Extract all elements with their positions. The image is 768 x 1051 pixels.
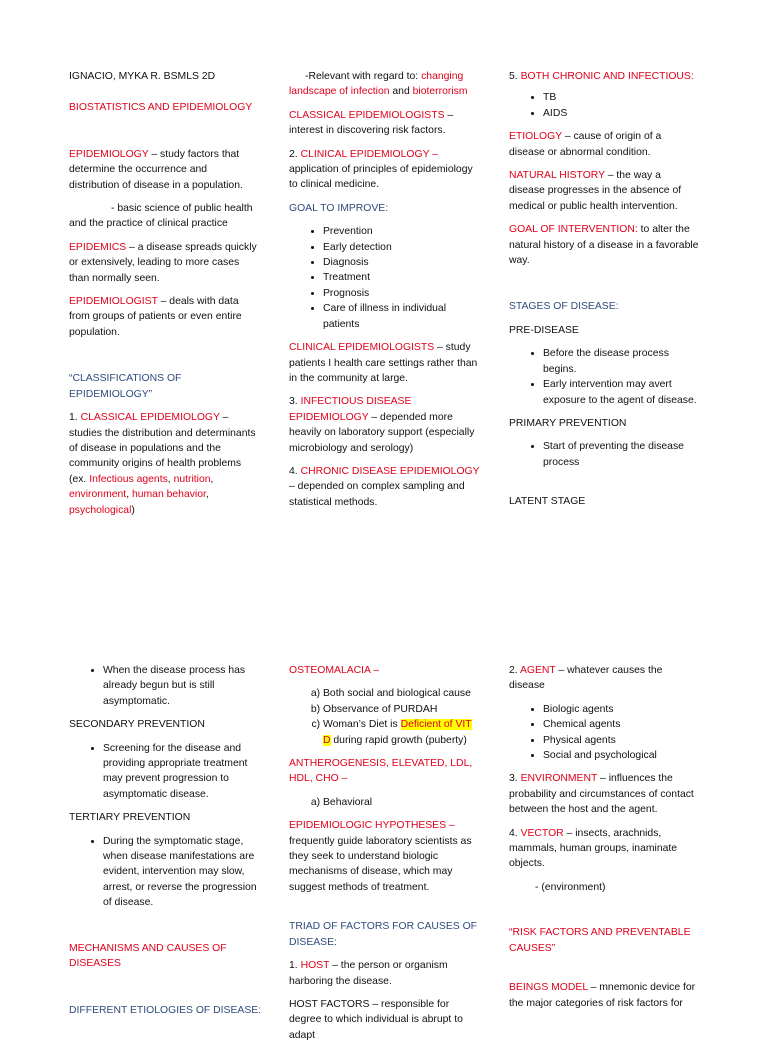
list-item: • When the disease process has already begun but is still asymptomatic. [103,663,264,709]
list-item: • Care of illness in individual patients [323,301,481,332]
list-item: a. Both social and biological cause [323,686,481,701]
osteomalacia-list [289,686,481,748]
definition-chronic-disease [289,464,481,510]
list-item: • Social and psychological [543,748,699,763]
bottom-column-3 [509,663,699,1019]
list-item: • Early intervention may avert exposure to the agent of disease. [543,377,699,408]
term: AGENT [519,665,556,676]
top-column-1 [69,69,257,526]
definition-epidemiologist [69,294,257,340]
primary-prevention-heading: PRIMARY PREVENTION [509,417,627,429]
list-item: • Biologic agents [543,702,699,717]
definition: – deals with data from groups of patients or even entire population. [69,296,242,338]
term: EPIDEMIOLOGIST [69,296,158,308]
emphasis: changing landscape of infection [289,71,464,98]
item-number: 3. [509,773,521,785]
definition-classical-epidemiology: 1. CLASSICAL EPIDEMIOLOGY – studies the distribution and determinants of disease in populations and the community origins of health problems (ex. Infectious agents, nutrition, environment, human behavior, psychological) [69,412,256,516]
definition: – responsible for degree to which individual is abrupt to adapt [289,998,463,1041]
definition: – the way a disease progresses in the absence of medical or public health intervention. [509,170,682,212]
pre-disease-list [509,346,699,408]
bottom-column-1 [69,663,264,1026]
term: EPIDEMIOLOGY [69,148,149,160]
term: CLINICAL EPIDEMIOLOGISTS [289,342,435,354]
definition: – depended on complex sampling and statistical methods. [289,481,465,508]
section-heading: BIOSTATISTICS AND EPIDEMIOLOGY [69,102,253,114]
definition-host [289,958,481,989]
example: environment [69,489,127,501]
both-list [509,90,699,121]
classifications-heading: “CLASSIFICATIONS OF EPIDEMIOLOGY” [69,373,182,400]
agent-list [509,702,699,764]
list-item: • Chemical agents [543,717,699,732]
definition: – the person or organism harboring the disease. [289,960,448,987]
definition: frequently guide laboratory scientists as they seek to understand biologic mechanisms of disease, which may suggest methods of treatment. [289,835,472,893]
list-item: b. Observance of PURDAH [323,702,481,717]
text: -Relevant with regard to: [305,71,422,82]
definition: application of principles of epidemiology to clinical medicine. [289,164,473,191]
risk-factors-heading: “RISK FACTORS AND PREVENTABLE CAUSES” [509,927,691,954]
item-number: 5. [509,71,521,82]
list-item: • Treatment [323,270,481,285]
tertiary-prevention-list [69,834,264,911]
item-number: 2. [289,148,301,160]
etiologies-heading: DIFFERENT ETIOLOGIES OF DISEASE: [69,1004,262,1016]
triad-heading: TRIAD OF FACTORS FOR CAUSES OF DISEASE: [289,921,478,948]
bottom-column-2 [289,663,481,1051]
definition: – mnemonic device for the major categories of risk factors for [509,982,696,1009]
example: Infectious agents [89,473,168,485]
term: CHRONIC DISEASE EPIDEMIOLOGY [300,465,480,477]
definition-beings-model [509,980,699,1011]
stages-heading: STAGES OF DISEASE: [509,301,619,313]
text: during rapid growth (puberty) [330,734,467,746]
example: nutrition [173,473,211,485]
term: CLASSICAL EPIDEMIOLOGY [80,412,220,424]
antherogenesis-list [289,795,481,810]
definition-classical-epidemiologists [289,108,481,139]
highlighted-text: Deficient of VIT D [323,719,472,746]
definition: – study patients I health care settings rather than in the community at large. [289,342,478,384]
definition-epidemics [69,240,257,286]
list-item: • Physical agents [543,733,699,748]
antherogenesis-heading: ANTHEROGENESIS, ELEVATED, LDL, HDL, CHO – [289,758,473,785]
list-item: a. Behavioral [323,795,481,810]
definition: to alter the natural history of a disease in a favorable way. [509,224,699,267]
example: psychological [69,504,132,516]
list-item: • Prognosis [323,286,481,301]
term: HOST FACTORS [289,998,370,1010]
item-number: 1. [69,412,81,424]
vector-note: - (environment) [535,881,606,893]
emphasis: bioterrorism [412,86,468,98]
close-paren: ) [131,504,135,516]
term: BEINGS MODEL [509,982,588,994]
example: human behavior [131,489,206,501]
definition: – insects, arachnids, mammals, human groups, inaminate objects. [509,827,678,870]
latent-stage-heading: LATENT STAGE [509,496,586,508]
term: INFECTIOUS DISEASE EPIDEMIOLOGY [289,396,412,423]
definition: – studies the distribution and determinants of disease in populations and the community origins of health problems (ex. [69,412,256,485]
term: NATURAL HISTORY [509,170,605,182]
both-heading [509,69,699,84]
definition-host-factors [289,997,481,1043]
top-column-3 [509,69,699,518]
list-item: • Screening for the disease and providing appropriate treatment may prevent progression to asymptomatic disease. [103,741,264,803]
definition-epidemiology-note: - basic science of public health and the practice of clinical practice [69,203,253,230]
list-item: • Early detection [323,240,481,255]
list-item: • During the symptomatic stage, when disease manifestations are evident, intervention may slow, arrest, or reverse the progression of disease. [103,834,264,911]
tertiary-prevention-heading: TERTIARY PREVENTION [69,812,191,824]
definition: – cause of origin of a disease or abnormal condition. [509,131,662,158]
term: HOST [300,960,330,972]
list-item [323,717,481,748]
term: VECTOR [520,827,564,839]
secondary-prevention-list [69,741,264,803]
term: CLASSICAL EPIDEMIOLOGISTS [289,109,445,121]
term: CLINICAL EPIDEMIOLOGY – [300,148,438,160]
top-column-2 [289,69,481,518]
definition-epidemiologic-hypotheses [289,818,481,895]
definition-goal-of-intervention [509,222,699,268]
list-item: • Start of preventing the disease process [543,439,699,470]
latent-list [69,663,264,709]
definition-epidemiology [69,147,257,193]
author-name: IGNACIO, MYKA R. BSMLS 2D [69,71,216,82]
definition-clinical-epidemiologists [289,340,481,386]
term: EPIDEMICS [69,241,127,253]
list-item: • AIDS [543,106,699,121]
definition: – whatever causes the disease [509,665,663,692]
definition-infectious-disease [289,394,481,456]
list-item: • Before the disease process begins. [543,346,699,377]
definition: – a disease spreads quickly or extensively, leading to more cases than normally seen. [69,241,257,284]
term: ETIOLOGY [509,131,562,143]
definition: – study factors that determine the occurrence and distribution of disease in a population. [69,148,243,191]
definition-agent [509,663,699,694]
term: GOAL OF INTERVENTION: [509,224,638,236]
osteomalacia-heading: OSTEOMALACIA – [289,665,380,676]
item-number: 4. [509,827,521,839]
definition-natural-history [509,168,699,214]
text: Woman’s Diet is [323,719,401,731]
definition: – interest in discovering risk factors. [289,109,454,137]
definition: – depended more heavily on laboratory support (especially microbiology and serology) [289,411,475,454]
text: and [389,86,413,98]
term: EPIDEMIOLOGIC HYPOTHESES – [289,820,455,832]
definition-etiology [509,129,699,160]
definition-vector [509,826,699,872]
item-number: 3. [289,396,301,408]
pre-disease-heading: PRE-DISEASE [509,324,579,336]
definition: – influences the probability and circumstances of contact between the host and the agent. [509,773,694,816]
item-number: 1. [289,960,301,972]
definition-clinical-epidemiology [289,147,481,193]
goal-heading: GOAL TO IMPROVE: [289,202,389,214]
secondary-prevention-heading: SECONDARY PREVENTION [69,719,205,731]
list-item: • Prevention [323,224,481,239]
list-item: • TB [543,90,699,105]
mechanisms-heading: MECHANISMS AND CAUSES OF DISEASES [69,942,227,970]
item-number: 2. [509,665,520,676]
term: BOTH CHRONIC AND INFECTIOUS: [520,71,694,82]
definition-environment [509,771,699,817]
item-number: 4. [289,465,301,477]
list-item: • Diagnosis [323,255,481,270]
relevant-note [289,69,481,100]
term: ENVIRONMENT [520,773,598,785]
primary-prevention-list [509,439,699,470]
goal-list [289,224,481,332]
